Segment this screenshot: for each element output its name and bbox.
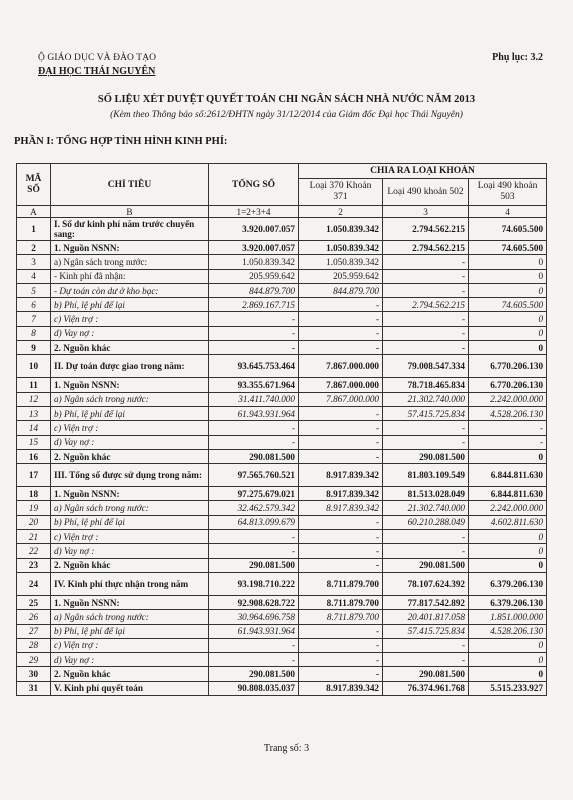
total-cell: 97.565.760.521 bbox=[209, 464, 299, 487]
loai-370-cell: - bbox=[299, 406, 383, 420]
loai-490-502-cell: 21.302.740.000 bbox=[383, 501, 469, 515]
label-cell: III. Tổng số được sử dụng trong năm: bbox=[51, 464, 209, 487]
loai-490-503-cell: 0 bbox=[469, 312, 547, 326]
loai-490-503-cell: 0 bbox=[469, 667, 547, 681]
code-cell: 8 bbox=[17, 326, 51, 340]
index-cell: A bbox=[17, 206, 51, 218]
loai-490-502-cell: - bbox=[383, 283, 469, 297]
index-cell: 2 bbox=[299, 206, 383, 218]
table-row bbox=[17, 515, 547, 529]
loai-370-cell: - bbox=[299, 544, 383, 558]
total-cell: 92.908.628.722 bbox=[209, 595, 299, 609]
table-row bbox=[17, 218, 547, 241]
code-cell: 9 bbox=[17, 341, 51, 355]
label-cell: 2. Nguồn khác bbox=[51, 341, 209, 355]
total-cell: - bbox=[209, 326, 299, 340]
code-cell: 23 bbox=[17, 558, 51, 572]
loai-490-503-cell: 0 bbox=[469, 269, 547, 283]
label-cell: 1. Nguồn NSNN: bbox=[51, 487, 209, 501]
total-cell: 844.879.700 bbox=[209, 283, 299, 297]
label-cell: 2. Nguồn khác bbox=[51, 667, 209, 681]
header-loai-490-503: Loại 490 khoản 503 bbox=[469, 179, 547, 206]
loai-370-cell: - bbox=[299, 515, 383, 529]
code-cell: 21 bbox=[17, 530, 51, 544]
label-cell: I. Số dư kinh phí năm trước chuyển sang: bbox=[51, 218, 209, 241]
loai-490-503-cell: 6.844.811.630 bbox=[469, 487, 547, 501]
table-row bbox=[17, 392, 547, 406]
code-cell: 5 bbox=[17, 283, 51, 297]
loai-370-cell: 1.050.839.342 bbox=[299, 255, 383, 269]
total-cell: - bbox=[209, 544, 299, 558]
code-cell: 3 bbox=[17, 255, 51, 269]
table-row bbox=[17, 667, 547, 681]
loai-490-502-cell: 76.374.961.768 bbox=[383, 681, 469, 695]
code-cell: 28 bbox=[17, 638, 51, 652]
code-cell: 1 bbox=[17, 218, 51, 241]
loai-370-cell: 8.711.879.700 bbox=[299, 610, 383, 624]
loai-490-503-cell: 4.602.811.630 bbox=[469, 515, 547, 529]
loai-370-cell: 8.711.879.700 bbox=[299, 595, 383, 609]
header-loai-370: Loại 370 Khoản 371 bbox=[299, 179, 383, 206]
label-cell: b) Phí, lệ phí để lại bbox=[51, 515, 209, 529]
loai-490-503-cell: 0 bbox=[469, 255, 547, 269]
loai-370-cell: - bbox=[299, 530, 383, 544]
loai-370-cell: - bbox=[299, 653, 383, 667]
table-row bbox=[17, 421, 547, 435]
header-ma-so: MÃ SỐ bbox=[17, 164, 51, 206]
table-row bbox=[17, 312, 547, 326]
loai-370-cell: 7.867.000.000 bbox=[299, 392, 383, 406]
total-cell: 205.959.642 bbox=[209, 269, 299, 283]
total-cell: 1.050.839.342 bbox=[209, 255, 299, 269]
total-cell: 61.943.931.964 bbox=[209, 406, 299, 420]
table-row bbox=[17, 406, 547, 420]
table-row bbox=[17, 638, 547, 652]
code-cell: 16 bbox=[17, 449, 51, 463]
loai-490-502-cell: 81.803.109.549 bbox=[383, 464, 469, 487]
label-cell: II. Dự toán được giao trong năm: bbox=[51, 355, 209, 378]
code-cell: 7 bbox=[17, 312, 51, 326]
total-cell: - bbox=[209, 653, 299, 667]
loai-490-502-cell: - bbox=[383, 435, 469, 449]
loai-490-502-cell: 21.302.740.000 bbox=[383, 392, 469, 406]
loai-370-cell: 205.959.642 bbox=[299, 269, 383, 283]
loai-490-503-cell: 0 bbox=[469, 638, 547, 652]
university-name: ĐẠI HỌC THÁI NGUYÊN bbox=[38, 66, 156, 77]
loai-490-502-cell: 2.794.562.215 bbox=[383, 298, 469, 312]
label-cell: d) Vay nợ : bbox=[51, 653, 209, 667]
loai-490-502-cell: - bbox=[383, 326, 469, 340]
loai-370-cell: 1.050.839.342 bbox=[299, 218, 383, 241]
loai-370-cell: 7.867.000.000 bbox=[299, 355, 383, 378]
table-row bbox=[17, 449, 547, 463]
total-cell: - bbox=[209, 638, 299, 652]
loai-490-503-cell: 0 bbox=[469, 326, 547, 340]
table-row bbox=[17, 355, 547, 378]
loai-370-cell: 8.917.839.342 bbox=[299, 501, 383, 515]
loai-370-cell: - bbox=[299, 421, 383, 435]
loai-490-503-cell: 0 bbox=[469, 653, 547, 667]
label-cell: a) Ngân sách trong nước: bbox=[51, 255, 209, 269]
column-index-row bbox=[17, 206, 547, 218]
label-cell: d) Vay nợ : bbox=[51, 544, 209, 558]
table-row bbox=[17, 572, 547, 595]
code-cell: 25 bbox=[17, 595, 51, 609]
page-number: Trang số: 3 bbox=[263, 743, 310, 754]
table-row bbox=[17, 435, 547, 449]
code-cell: 27 bbox=[17, 624, 51, 638]
loai-370-cell: 7.867.000.000 bbox=[299, 378, 383, 392]
code-cell: 13 bbox=[17, 406, 51, 420]
label-cell: a) Ngân sách trong nước: bbox=[51, 501, 209, 515]
loai-490-503-cell: 5.515.233.927 bbox=[469, 681, 547, 695]
code-cell: 11 bbox=[17, 378, 51, 392]
loai-490-502-cell: - bbox=[383, 312, 469, 326]
loai-490-502-cell: 290.081.500 bbox=[383, 558, 469, 572]
loai-490-502-cell: 20.401.817.058 bbox=[383, 610, 469, 624]
index-cell: 3 bbox=[383, 206, 469, 218]
loai-490-503-cell: 0 bbox=[469, 558, 547, 572]
total-cell: 290.081.500 bbox=[209, 667, 299, 681]
loai-490-502-cell: - bbox=[383, 638, 469, 652]
label-cell: - Kinh phí đã nhận: bbox=[51, 269, 209, 283]
loai-490-503-cell: 6.379.206.130 bbox=[469, 595, 547, 609]
loai-490-503-cell: 6.770.206.130 bbox=[469, 355, 547, 378]
loai-370-cell: 8.917.839.342 bbox=[299, 487, 383, 501]
table-row bbox=[17, 681, 547, 695]
loai-490-502-cell: - bbox=[383, 269, 469, 283]
label-cell: a) Ngân sách trong nước: bbox=[51, 610, 209, 624]
code-cell: 17 bbox=[17, 464, 51, 487]
loai-370-cell: - bbox=[299, 558, 383, 572]
total-cell: 290.081.500 bbox=[209, 558, 299, 572]
total-cell: 90.808.035.037 bbox=[209, 681, 299, 695]
code-cell: 18 bbox=[17, 487, 51, 501]
code-cell: 14 bbox=[17, 421, 51, 435]
label-cell: 2. Nguồn khác bbox=[51, 558, 209, 572]
label-cell: V. Kinh phí quyết toán bbox=[51, 681, 209, 695]
loai-490-502-cell: 290.081.500 bbox=[383, 449, 469, 463]
label-cell: c) Viện trợ : bbox=[51, 421, 209, 435]
table-row bbox=[17, 298, 547, 312]
total-cell: 32.462.579.342 bbox=[209, 501, 299, 515]
total-cell: 97.275.679.021 bbox=[209, 487, 299, 501]
label-cell: c) Viện trợ : bbox=[51, 312, 209, 326]
table-row bbox=[17, 530, 547, 544]
code-cell: 24 bbox=[17, 572, 51, 595]
loai-370-cell: 1.050.839.342 bbox=[299, 241, 383, 255]
loai-490-502-cell: 78.107.624.392 bbox=[383, 572, 469, 595]
table-row bbox=[17, 341, 547, 355]
label-cell: b) Phí, lệ phí để lại bbox=[51, 298, 209, 312]
total-cell: 30.964.696.758 bbox=[209, 610, 299, 624]
table-row bbox=[17, 378, 547, 392]
loai-490-503-cell: 2.242.000.000 bbox=[469, 501, 547, 515]
total-cell: 31.411.740.000 bbox=[209, 392, 299, 406]
total-cell: 64.813.099.679 bbox=[209, 515, 299, 529]
header-tong-so: TỔNG SỐ bbox=[209, 164, 299, 206]
label-cell: 1. Nguồn NSNN: bbox=[51, 378, 209, 392]
loai-370-cell: - bbox=[299, 449, 383, 463]
label-cell: b) Phí, lệ phí để lại bbox=[51, 406, 209, 420]
label-cell: c) Viện trợ : bbox=[51, 530, 209, 544]
loai-490-502-cell: - bbox=[383, 341, 469, 355]
total-cell: - bbox=[209, 312, 299, 326]
table-row bbox=[17, 269, 547, 283]
total-cell: 93.645.753.464 bbox=[209, 355, 299, 378]
loai-490-502-cell: 57.415.725.834 bbox=[383, 624, 469, 638]
table-row bbox=[17, 326, 547, 340]
loai-490-503-cell: 6.844.811.630 bbox=[469, 464, 547, 487]
table-row bbox=[17, 544, 547, 558]
loai-490-503-cell: 0 bbox=[469, 341, 547, 355]
loai-490-503-cell: 4.528.206.130 bbox=[469, 406, 547, 420]
code-cell: 26 bbox=[17, 610, 51, 624]
loai-490-503-cell: 0 bbox=[469, 283, 547, 297]
header-chi-tieu: CHỈ TIÊU bbox=[51, 164, 209, 206]
table-row bbox=[17, 610, 547, 624]
document-header bbox=[38, 52, 156, 78]
index-cell: 4 bbox=[469, 206, 547, 218]
loai-490-502-cell: 79.008.547.334 bbox=[383, 355, 469, 378]
total-cell: 3.920.007.057 bbox=[209, 218, 299, 241]
loai-370-cell: - bbox=[299, 624, 383, 638]
loai-490-502-cell: 60.210.288.049 bbox=[383, 515, 469, 529]
label-cell: c) Viện trợ : bbox=[51, 638, 209, 652]
table-row bbox=[17, 283, 547, 297]
label-cell: 2. Nguồn khác bbox=[51, 449, 209, 463]
label-cell: d) Vay nợ : bbox=[51, 326, 209, 340]
label-cell: - Dự toán còn dư ở kho bạc: bbox=[51, 283, 209, 297]
table-row bbox=[17, 624, 547, 638]
total-cell: 2.869.167.715 bbox=[209, 298, 299, 312]
code-cell: 31 bbox=[17, 681, 51, 695]
loai-490-502-cell: - bbox=[383, 530, 469, 544]
section-heading: PHẦN I: TỔNG HỢP TÌNH HÌNH KINH PHÍ: bbox=[14, 136, 228, 147]
code-cell: 2 bbox=[17, 241, 51, 255]
loai-490-503-cell: 6.770.206.130 bbox=[469, 378, 547, 392]
loai-490-503-cell: 74.605.500 bbox=[469, 298, 547, 312]
total-cell: - bbox=[209, 435, 299, 449]
table-row bbox=[17, 558, 547, 572]
code-cell: 19 bbox=[17, 501, 51, 515]
header-chia-ra: CHIA RA LOẠI KHOẢN bbox=[299, 164, 547, 179]
document-subtitle: (Kèm theo Thông báo số:2612/ĐHTN ngày 31/12/2014 của Giám đốc Đại học Thái Nguyên) bbox=[110, 110, 463, 120]
loai-490-503-cell: 74.605.500 bbox=[469, 218, 547, 241]
loai-490-503-cell: 4.528.206.130 bbox=[469, 624, 547, 638]
label-cell: a) Ngân sách trong nước: bbox=[51, 392, 209, 406]
loai-490-502-cell: - bbox=[383, 255, 469, 269]
loai-490-502-cell: 81.513.028.049 bbox=[383, 487, 469, 501]
loai-370-cell: - bbox=[299, 326, 383, 340]
loai-490-503-cell: 74.605.500 bbox=[469, 241, 547, 255]
loai-370-cell: 8.917.839.342 bbox=[299, 681, 383, 695]
loai-490-503-cell: 0 bbox=[469, 449, 547, 463]
loai-490-503-cell: - bbox=[469, 421, 547, 435]
loai-490-503-cell: 2.242.000.000 bbox=[469, 392, 547, 406]
loai-490-503-cell: 0 bbox=[469, 544, 547, 558]
code-cell: 12 bbox=[17, 392, 51, 406]
code-cell: 30 bbox=[17, 667, 51, 681]
code-cell: 22 bbox=[17, 544, 51, 558]
loai-490-502-cell: 290.081.500 bbox=[383, 667, 469, 681]
loai-370-cell: - bbox=[299, 341, 383, 355]
table-row bbox=[17, 501, 547, 515]
budget-table bbox=[16, 163, 547, 696]
total-cell: - bbox=[209, 421, 299, 435]
header-loai-490-502: Loại 490 khoản 502 bbox=[383, 179, 469, 206]
loai-370-cell: 8.711.879.700 bbox=[299, 572, 383, 595]
label-cell: 1. Nguồn NSNN: bbox=[51, 241, 209, 255]
total-cell: 61.943.931.964 bbox=[209, 624, 299, 638]
table-row bbox=[17, 464, 547, 487]
loai-490-502-cell: 57.415.725.834 bbox=[383, 406, 469, 420]
loai-490-503-cell: 1.851.000.000 bbox=[469, 610, 547, 624]
label-cell: d) Vay nợ : bbox=[51, 435, 209, 449]
code-cell: 20 bbox=[17, 515, 51, 529]
label-cell: 1. Nguồn NSNN: bbox=[51, 595, 209, 609]
loai-370-cell: - bbox=[299, 312, 383, 326]
loai-490-503-cell: 0 bbox=[469, 530, 547, 544]
code-cell: 29 bbox=[17, 653, 51, 667]
loai-370-cell: - bbox=[299, 638, 383, 652]
table-row bbox=[17, 241, 547, 255]
loai-370-cell: - bbox=[299, 435, 383, 449]
table-row bbox=[17, 487, 547, 501]
code-cell: 10 bbox=[17, 355, 51, 378]
loai-490-503-cell: - bbox=[469, 435, 547, 449]
label-cell: b) Phí, lệ phí để lại bbox=[51, 624, 209, 638]
total-cell: - bbox=[209, 341, 299, 355]
loai-490-502-cell: 2.794.562.215 bbox=[383, 218, 469, 241]
document-title: SỐ LIỆU XÉT DUYỆT QUYẾT TOÁN CHI NGÂN SÁCH NHÀ NƯỚC NĂM 2013 bbox=[97, 94, 476, 105]
total-cell: 93.198.710.222 bbox=[209, 572, 299, 595]
loai-490-503-cell: 6.379.206.130 bbox=[469, 572, 547, 595]
table-row bbox=[17, 255, 547, 269]
loai-370-cell: 844.879.700 bbox=[299, 283, 383, 297]
loai-370-cell: 8.917.839.342 bbox=[299, 464, 383, 487]
total-cell: 3.920.007.057 bbox=[209, 241, 299, 255]
loai-490-502-cell: 77.817.542.892 bbox=[383, 595, 469, 609]
code-cell: 15 bbox=[17, 435, 51, 449]
appendix-label: Phụ lục: 3.2 bbox=[492, 52, 543, 63]
loai-490-502-cell: 2.794.562.215 bbox=[383, 241, 469, 255]
index-cell: B bbox=[51, 206, 209, 218]
loai-490-502-cell: - bbox=[383, 653, 469, 667]
loai-490-502-cell: - bbox=[383, 544, 469, 558]
table-row bbox=[17, 595, 547, 609]
code-cell: 6 bbox=[17, 298, 51, 312]
loai-370-cell: - bbox=[299, 667, 383, 681]
loai-370-cell: - bbox=[299, 298, 383, 312]
loai-490-502-cell: - bbox=[383, 421, 469, 435]
table-row bbox=[17, 653, 547, 667]
label-cell: IV. Kinh phí thực nhận trong năm bbox=[51, 572, 209, 595]
total-cell: 290.081.500 bbox=[209, 449, 299, 463]
total-cell: - bbox=[209, 530, 299, 544]
total-cell: 93.355.671.964 bbox=[209, 378, 299, 392]
loai-490-502-cell: 78.718.465.834 bbox=[383, 378, 469, 392]
code-cell: 4 bbox=[17, 269, 51, 283]
ministry-name: Ộ GIÁO DỤC VÀ ĐÀO TẠO bbox=[38, 53, 157, 63]
index-cell: 1=2+3+4 bbox=[209, 206, 299, 218]
